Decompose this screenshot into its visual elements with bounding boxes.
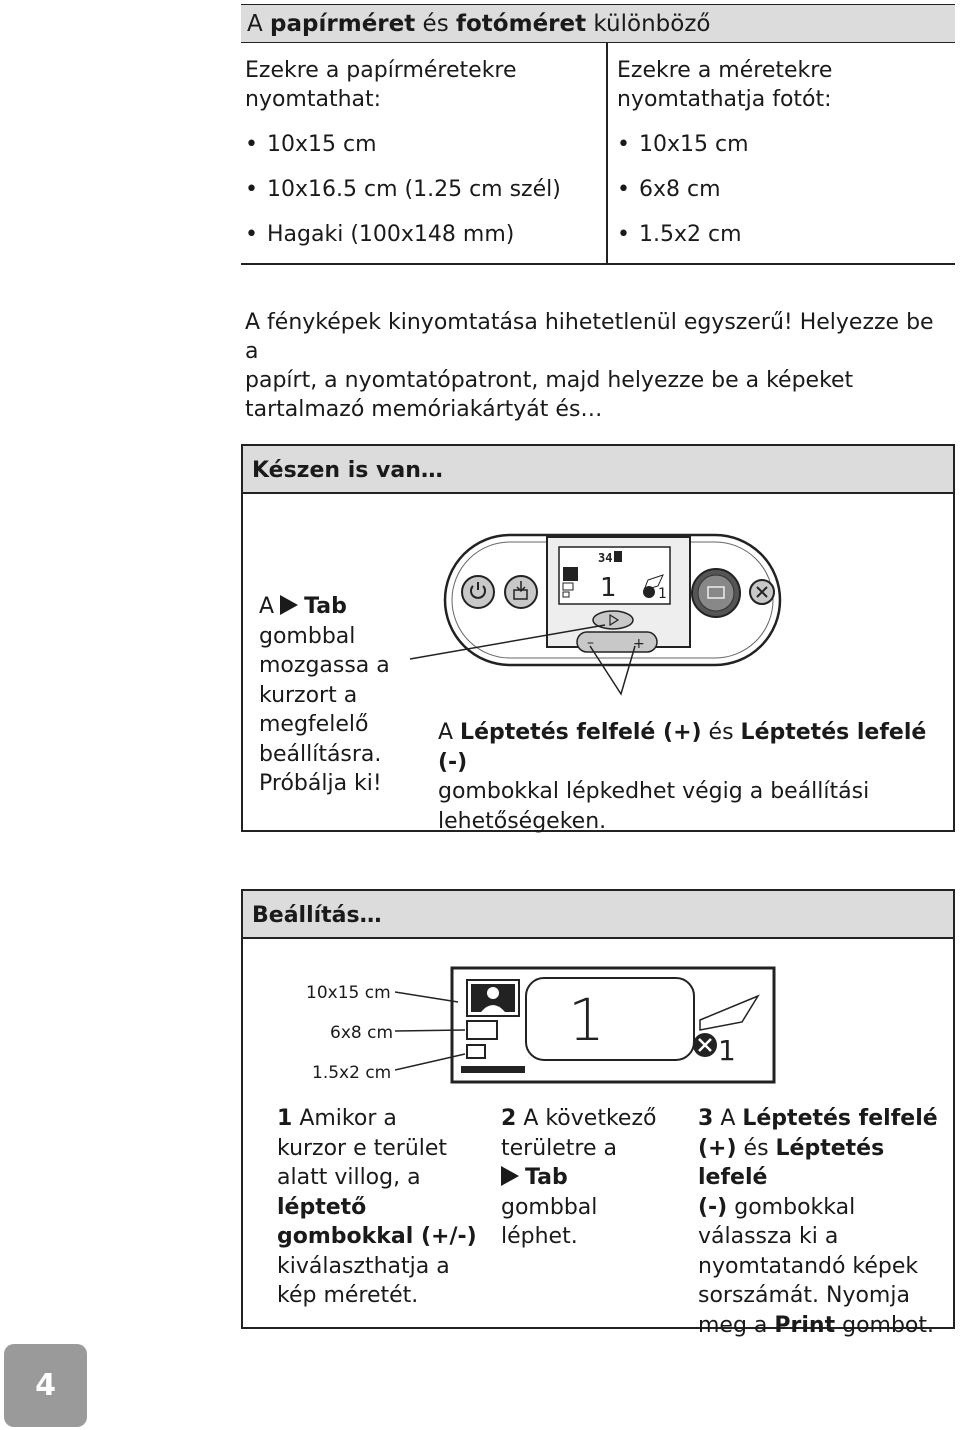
- step-3-line: válassza ki a: [698, 1224, 839, 1249]
- tab-explanation-line: gombbal: [259, 623, 356, 649]
- plus-label: +: [633, 636, 645, 652]
- play-arrow-icon: [280, 595, 298, 615]
- header-paper-size: papírméret: [270, 11, 416, 37]
- intro-line: papírt, a nyomtatópatront, majd helyezze be a képeket: [245, 368, 854, 393]
- paper-size-list: [245, 130, 561, 249]
- lcd-card-icon: [614, 551, 622, 562]
- page-number: 4: [4, 1344, 87, 1427]
- cursor-bar: [461, 1066, 525, 1073]
- tab-explanation-line: beállításra.: [259, 741, 382, 767]
- step-1-line: kép méretét.: [277, 1283, 419, 1308]
- step-1-line: [277, 1222, 477, 1252]
- scroll-text: és: [701, 720, 741, 745]
- step-3-text: A: [720, 1106, 743, 1131]
- step-3-bold: Léptetés lefelé: [698, 1135, 885, 1190]
- photo-lead-line: Ezekre a méretekre: [617, 58, 833, 83]
- scroll-down-label: Léptetés lefelé (-): [438, 720, 927, 775]
- size-label-1-5x2: 1.5x2 cm: [312, 1063, 392, 1083]
- size-table-header: [241, 5, 955, 43]
- list-item: • 6x8 cm: [617, 175, 832, 204]
- list-item: • 10x15 cm: [245, 130, 561, 159]
- tab-button-label: Tab: [304, 594, 347, 619]
- paper-size-lead: [245, 56, 561, 114]
- minus-label: –: [587, 635, 594, 651]
- print-button-inner: [698, 575, 734, 611]
- lcd-count: 1: [600, 573, 617, 603]
- photo-lead-line: nyomtathatja fotót:: [617, 87, 832, 112]
- list-item: • 1.5x2 cm: [617, 220, 832, 249]
- step-1-text: Amikor a: [299, 1106, 397, 1131]
- tab-explanation-line: kurzort a: [259, 682, 358, 708]
- step-3: [698, 1104, 953, 1340]
- step-3-line: [698, 1134, 953, 1193]
- scroll-text: A: [438, 720, 461, 745]
- step-1-line: [277, 1193, 477, 1223]
- step-2: [501, 1104, 686, 1252]
- power-button: [462, 576, 494, 608]
- step-1-line: kurzor e terület: [277, 1135, 448, 1161]
- step-3-line: nyomtatandó képek: [698, 1253, 919, 1279]
- lcd-copies: 1: [658, 586, 667, 602]
- header-text: és: [415, 11, 456, 37]
- list-item: • 10x15 cm: [617, 130, 832, 159]
- header-photo-size: fotóméret: [456, 11, 587, 37]
- column-divider: [606, 43, 608, 265]
- paper-lead-line: Ezekre a papírméretekre: [245, 58, 517, 83]
- scroll-up-label: Léptetés felfelé (+): [460, 720, 702, 745]
- step-2-text: A következő: [523, 1106, 657, 1131]
- setting-section-title: Beállítás…: [243, 891, 953, 939]
- step-3-bold: Léptetés felfelé: [742, 1106, 938, 1131]
- step-3-text: gombokkal: [727, 1194, 856, 1220]
- step-3-bold: (+): [698, 1135, 737, 1161]
- intro-paragraph: [245, 308, 945, 424]
- scroll-line: [438, 718, 948, 777]
- lcd-counter: 34: [598, 551, 613, 565]
- step-1-number: 1: [277, 1106, 293, 1131]
- step-2-line: [501, 1163, 686, 1193]
- step-2-line: léphet.: [501, 1224, 578, 1249]
- ready-section-title: Készen is van…: [243, 446, 953, 494]
- step-1: [277, 1104, 477, 1311]
- step-3-bold: (-): [698, 1194, 728, 1220]
- step-1-line: [277, 1104, 477, 1134]
- photo-size-column: [617, 56, 832, 265]
- intro-line: A fényképek kinyomtatása hihetetlenül egyszerű! Helyezze be a: [245, 310, 934, 364]
- paper-lead-line: nyomtathat:: [245, 87, 382, 112]
- step-1-line: kiválaszthatja a: [277, 1253, 450, 1279]
- pointer-6x8: [395, 1030, 465, 1031]
- step-2-line: [501, 1104, 686, 1134]
- pointer-10x15: [395, 992, 458, 1002]
- tab-explanation-line: megfelelő: [259, 712, 369, 737]
- step-3-text: meg a: [698, 1312, 775, 1338]
- scroll-explanation: [438, 718, 948, 836]
- step-3-line: sorszámát. Nyomja: [698, 1283, 910, 1308]
- tab-explanation-line: mozgassa a: [259, 653, 390, 678]
- paper-size-column: [245, 56, 561, 265]
- step-1-bold: gombokkal (+/-): [277, 1224, 477, 1249]
- lcd-detail-illustration: [395, 962, 785, 1087]
- header-text: A: [247, 11, 271, 37]
- step-1-line: alatt villog, a: [277, 1165, 421, 1190]
- photo-size-list: [617, 130, 832, 249]
- step-3-line: [698, 1193, 953, 1223]
- lcd-photo-size-icon: [563, 567, 578, 581]
- photo-size-lead: [617, 56, 832, 114]
- print-label: Print: [774, 1312, 836, 1338]
- list-item: • 10x16.5 cm (1.25 cm szél): [245, 175, 561, 204]
- step-2-number: 2: [501, 1106, 517, 1131]
- lcd-detail-copies: 1: [718, 1034, 736, 1067]
- scroll-line: gombokkal lépkedhet végig a beállítási: [438, 779, 870, 804]
- play-arrow-icon: [501, 1166, 519, 1186]
- size-label-6x8: 6x8 cm: [330, 1023, 394, 1043]
- step-3-text: gombot.: [835, 1312, 935, 1338]
- list-item: • Hagaki (100x148 mm): [245, 220, 561, 249]
- step-3-line: [698, 1104, 953, 1134]
- size-table: [241, 4, 955, 265]
- intro-line: tartalmazó memóriakártyát és…: [245, 397, 603, 422]
- tab-line: [259, 592, 409, 622]
- tab-explanation-line: Próbálja ki!: [259, 771, 382, 796]
- lcd-detail-count: 1: [568, 986, 605, 1054]
- scroll-line: lehetőségeken.: [438, 808, 607, 834]
- step-1-bold: léptető: [277, 1194, 367, 1220]
- size-label-10x15: 10x15 cm: [306, 983, 391, 1003]
- step-3-line: [698, 1311, 953, 1341]
- portrait-head: [487, 987, 499, 999]
- tab-explanation: [259, 592, 409, 799]
- step-3-number: 3: [698, 1106, 714, 1131]
- step-3-text: és: [736, 1135, 776, 1161]
- tab-line-a: A: [259, 594, 275, 619]
- control-panel-illustration: [400, 520, 790, 700]
- header-text: különböző: [586, 11, 711, 37]
- tab-button-label: Tab: [525, 1165, 568, 1190]
- step-2-line: területre a: [501, 1135, 617, 1161]
- step-2-line: gombbal: [501, 1194, 598, 1220]
